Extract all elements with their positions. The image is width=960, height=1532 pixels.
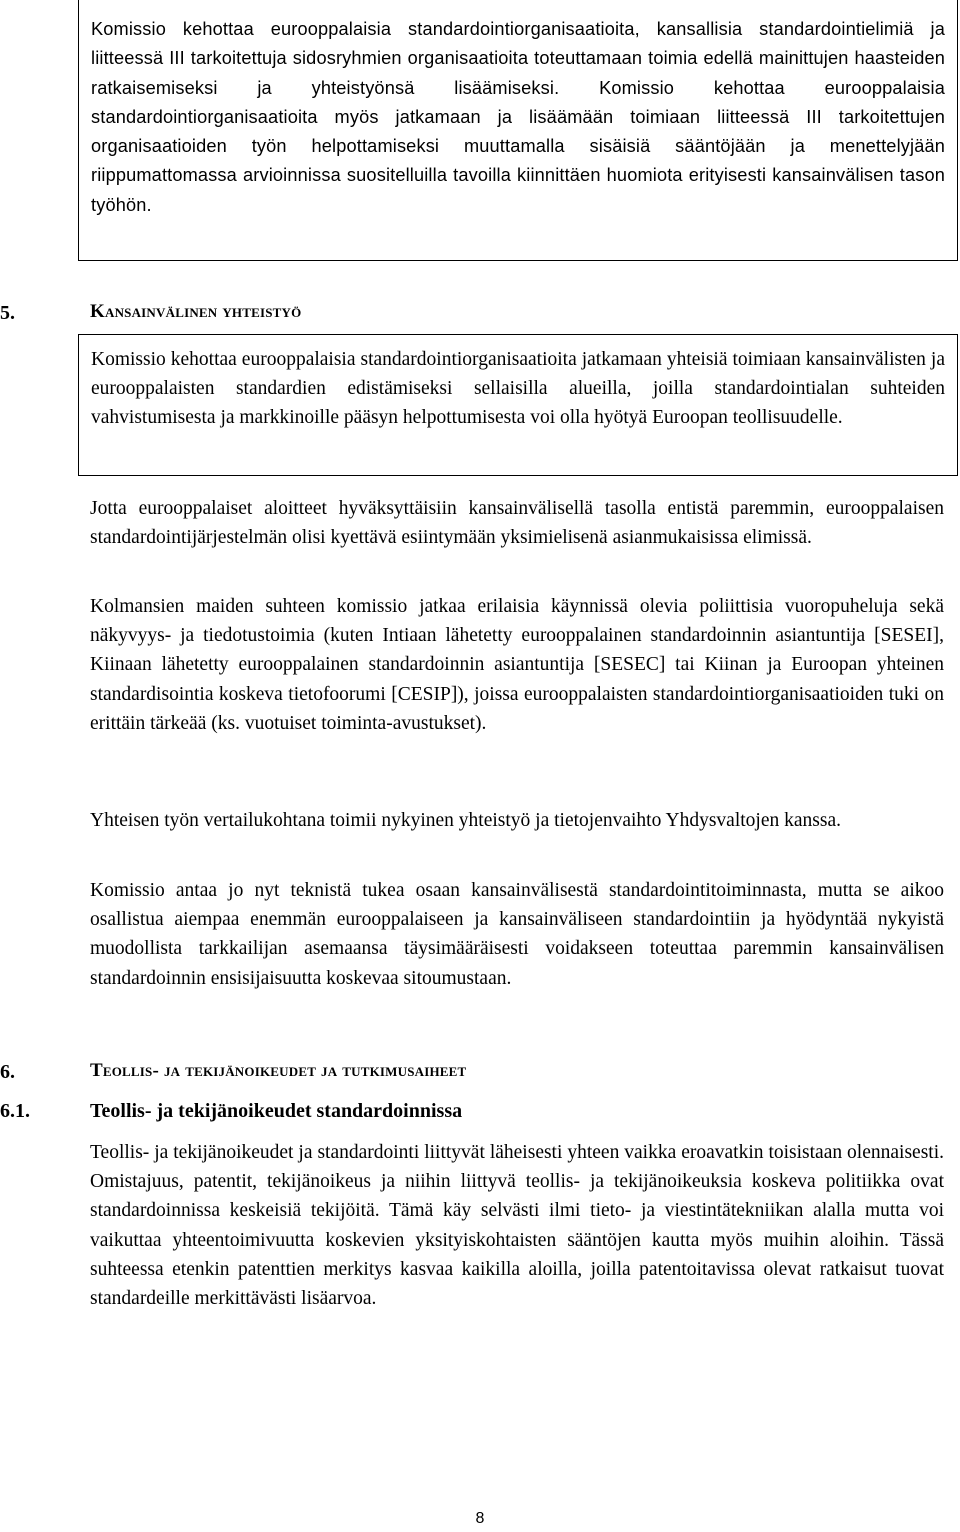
box-paragraph: Komissio kehottaa eurooppalaisia standardointiorganisaatioita, kansallisia standardointielimiä ja liitteessä III tarkoitettuja sidosryhmien organisaatioita toteuttamaan toimia edellä mainittujen haasteiden ratkaisemiseksi ja yhteistyönsä lisäämiseksi. Komissio kehottaa eurooppalaisia standardointiorganisaatioita myös jatkamaan ja lisäämään toimiaan liitteessä III tarkoitettujen organisaatioiden työn helpottamiseksi muuttamalla sisäisiä sääntöjään ja menettelyjään riippumattomassa arvioinnissa suositelluilla tavoilla kiinnittäen huomiota erityisesti kansainvälisen tason työhön.: [91, 19, 945, 215]
paragraph: Teollis- ja tekijänoikeudet ja standardointi liittyvät läheisesti yhteen vaikka eroavatkin toisistaan olennaisesti. Omistajuus, patentit, tekijänoikeus ja niihin liittyvä teollis- ja tekijänoikeuksia koskeva politiikka ovat standardoinnissa keskeisiä tekijöitä. Tämä käy selvästi ilmi tieto- ja viestintätekniikan alalla mutta voi vaikuttaa yhteentoimivuutta koskevien yksityiskohtaisten sääntöjen kautta myös muihin aloihin. Tässä suhteessa etenkin patenttien merkitys kasvaa kaikilla aloilla, joilla patentoitavissa olevat ratkaisut tuovat standardeille merkittävästi lisäarvoa.: [90, 1142, 944, 1310]
highlight-box-recommendation: [78, 0, 958, 261]
paragraph: Kolmansien maiden suhteen komissio jatkaa erilaisia käynnissä olevia poliittisia vuoropuheluja sekä näkyvyys- ja tiedotustoimia (kuten Intiaan lähetetty eurooppalainen standardoinnin asiantuntija [SESEI], Kiinaan lähetetty eurooppalainen standardoinnin asiantuntija [SESEC] tai Kiinan ja Euroopan yhteinen standardisointia koskeva tietofoorumi [CESIP]), joissa eurooppalaisten standardointiorganisaatioiden tuki on erittäin tärkeää (ks. vuotuiset toiminta-avustukset).: [90, 596, 944, 734]
paragraph: Yhteisen työn vertailukohtana toimii nykyinen yhteistyö ja tietojenvaihto Yhdysvaltojen kanssa.: [90, 810, 841, 831]
box-paragraph: Komissio kehottaa eurooppalaisia standardointiorganisaatioita jatkamaan yhteisiä toimiaan kansainvälisten ja eurooppalaisten standardien edistämiseksi sellaisilla alueilla, joilla standardointialan suhteiden vahvistumisesta ja markkinoille pääsyn helpottumisesta voi olla hyötyä Euroopan teollisuudelle.: [91, 349, 945, 429]
section-number: 5.: [0, 302, 15, 324]
paragraph: Jotta eurooppalaiset aloitteet hyväksyttäisiin kansainvälisellä tasolla entistä paremmin, eurooppalaisen standardointijärjestelmän olisi kyettävä esiintymään yksimielisenä asianmukaisissa elimissä.: [90, 498, 944, 549]
highlight-box-section5: [78, 334, 958, 476]
subsection-heading: Teollis- ja tekijänoikeudet standardoinnissa: [90, 1100, 463, 1122]
page-number: 8: [475, 1510, 485, 1527]
subsection-number: 6.1.: [0, 1100, 30, 1122]
section-heading: Kansainvälinen yhteistyö: [90, 301, 302, 322]
paragraph: Komissio antaa jo nyt teknistä tukea osaan kansainvälisestä standardointitoiminnasta, mutta se aikoo osallistua aiempaa enemmän eurooppalaiseen ja kansainväliseen standardointiin ja hyödyntää nykyistä muodollista tarkkailijan asemaansa täysimääräisesti voidakseen toteuttaa paremmin kansainvälisen standardoinnin ensisijaisuutta koskevaa sitoumustaan.: [90, 880, 944, 989]
section-number: 6.: [0, 1061, 15, 1083]
section-heading: Teollis- ja tekijänoikeudet ja tutkimusaiheet: [90, 1060, 467, 1081]
